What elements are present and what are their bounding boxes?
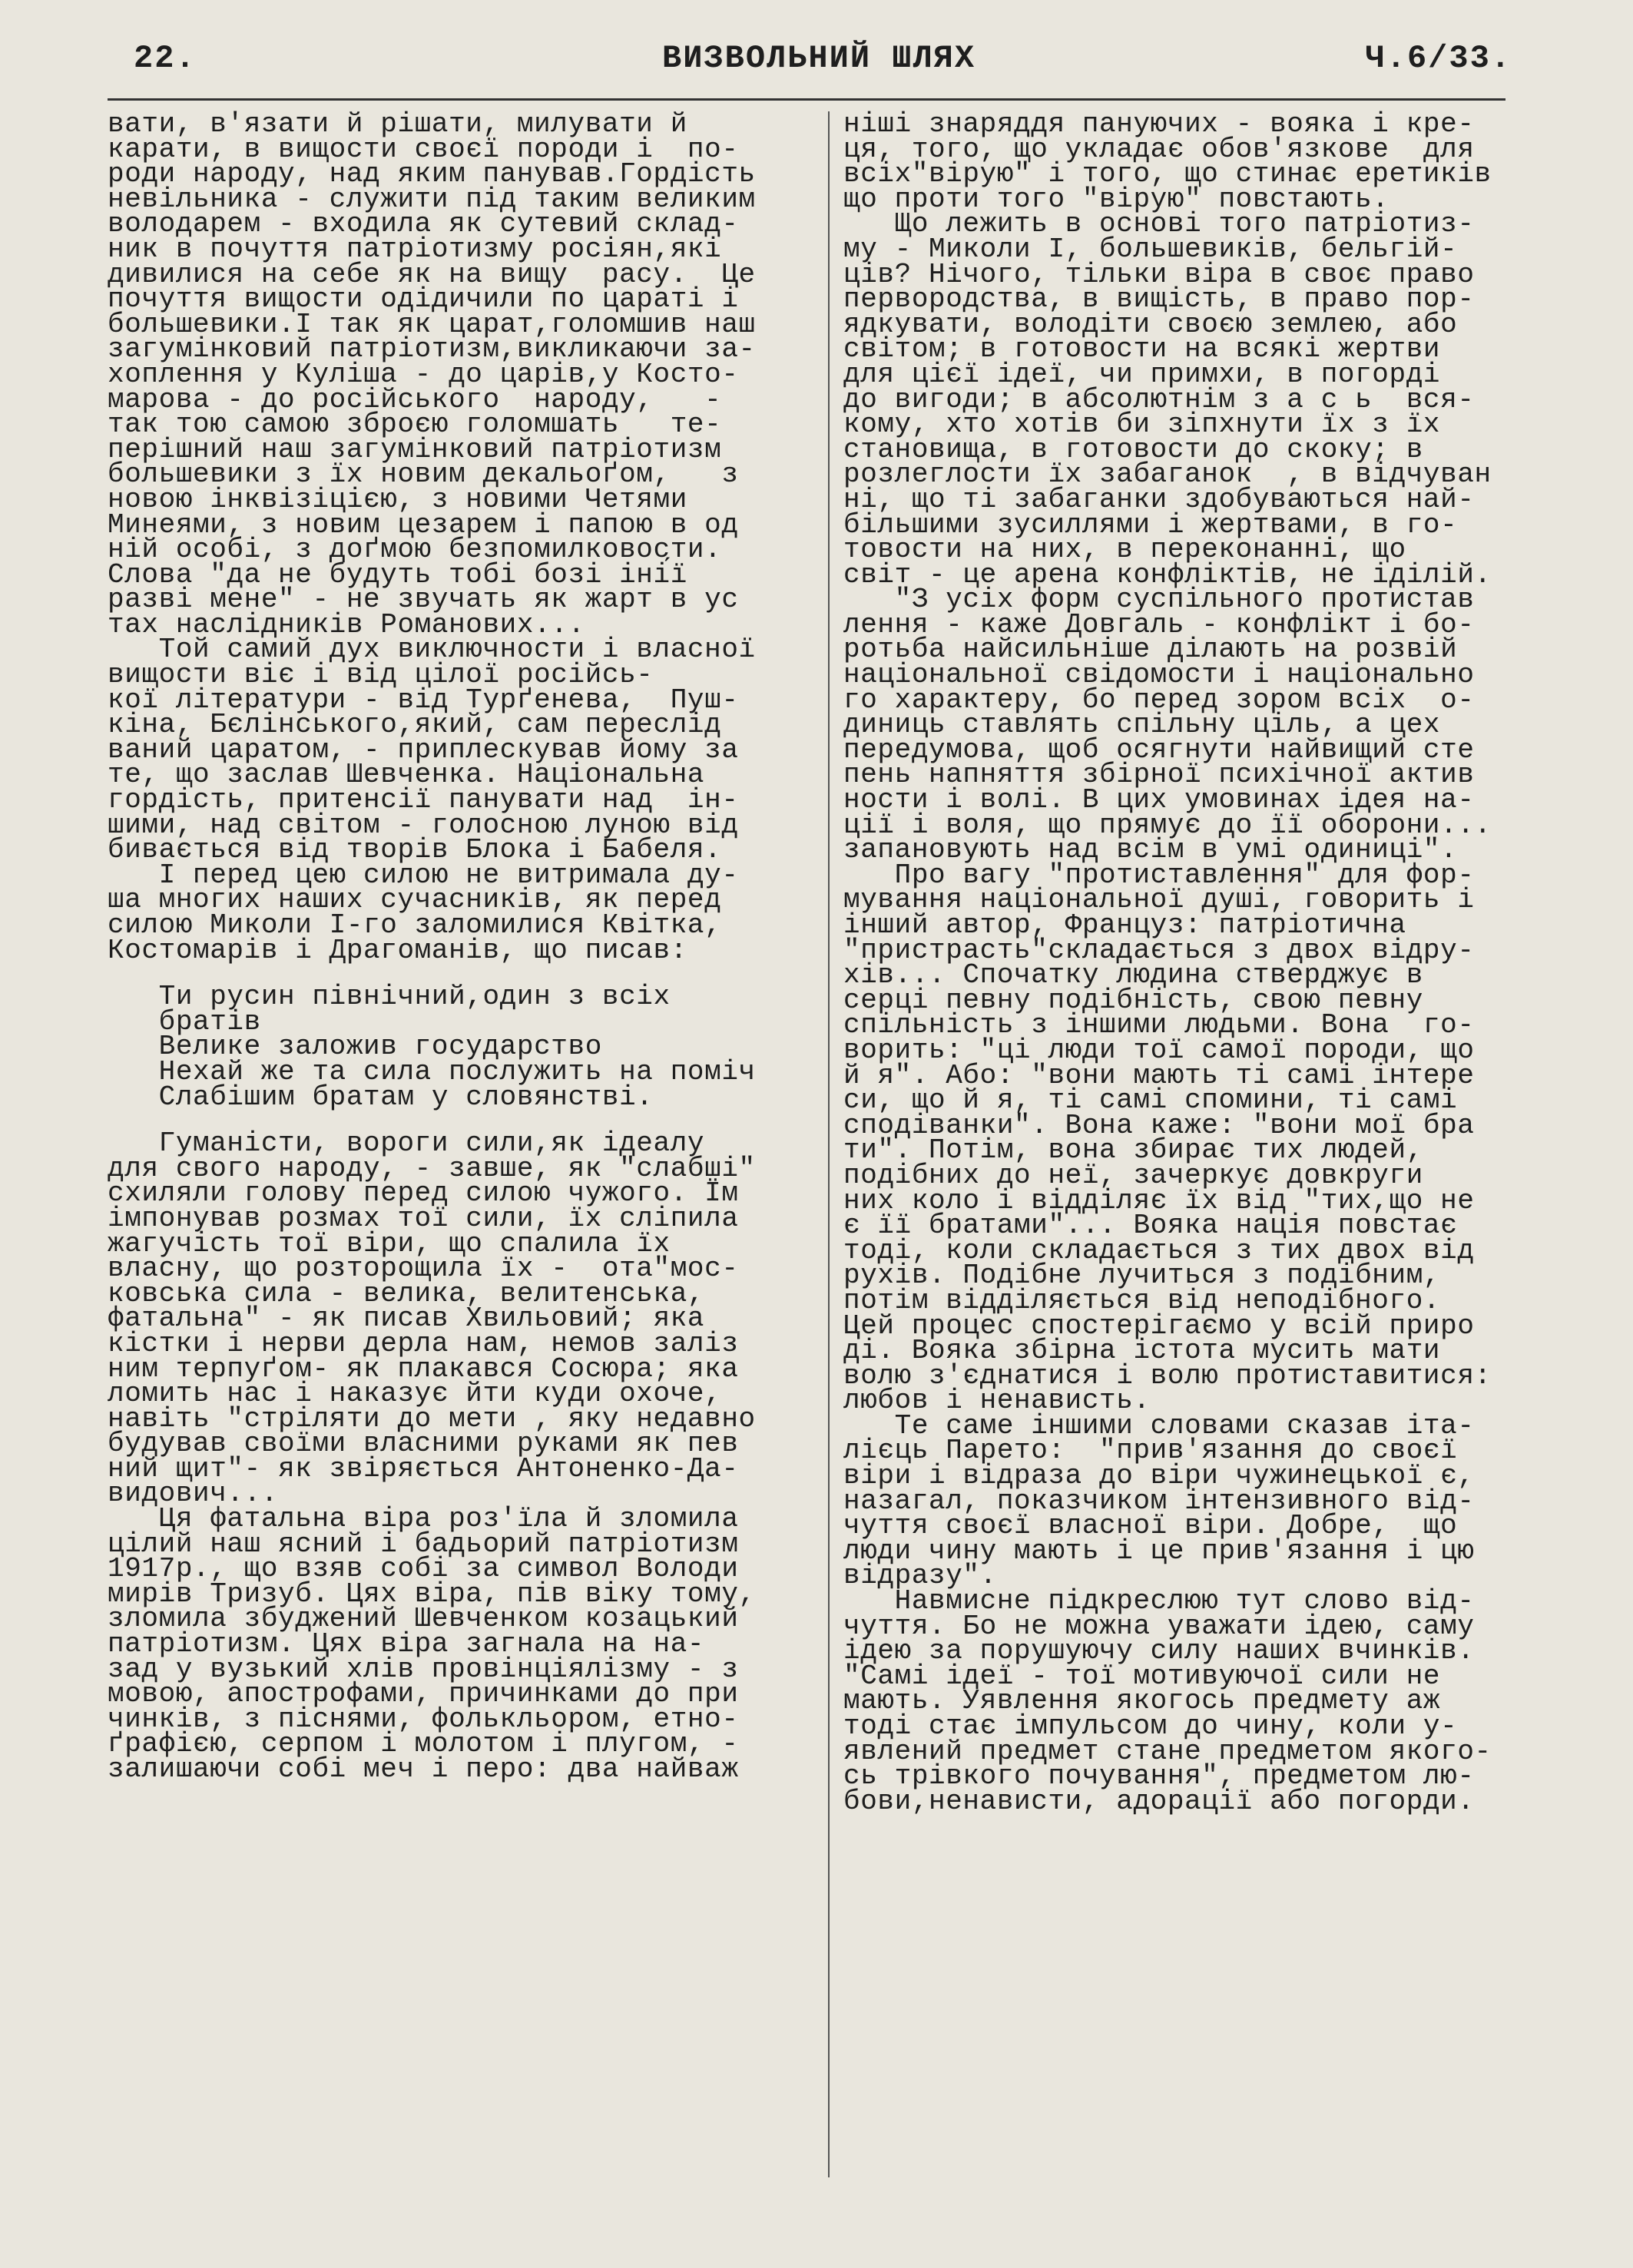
text-line: карати, в вищости своєї породи і по- xyxy=(108,133,739,165)
text-line: лієць Парето: "прив'язання до своєї xyxy=(843,1435,1458,1467)
text-line: диниць ставлять спільну ціль, а цех xyxy=(843,709,1441,741)
text-line: Цей процес спостерігаємо у всій приро xyxy=(843,1309,1475,1342)
text-line: так тою самою зброєю голомшать те- xyxy=(108,409,722,441)
text-line: го характеру, бо перед зором всіх о- xyxy=(843,684,1475,716)
text-line: чинків, з піснями, фолькльором, етно- xyxy=(108,1703,739,1735)
text-line: дивилися на себе як на вищу расу. Це xyxy=(108,258,756,290)
text-line: ній особі, з доґмою безпомилковости. xyxy=(108,534,722,566)
text-line: сь трівкого почування", предметом лю- xyxy=(843,1760,1475,1793)
text-line: 1917р., що взяв собі за символ Володи xyxy=(108,1553,739,1585)
text-line: товости на них, в переконанні, що xyxy=(843,534,1406,566)
text-line: "Самі ідеї - тої мотивуючої сили не xyxy=(843,1660,1441,1692)
text-line: до вигоди; в абсолютнім з а с ь вся- xyxy=(843,383,1475,416)
text-line: Гуманісти, вороги сили,як ідеалу xyxy=(108,1127,705,1160)
page-number: 22. xyxy=(134,40,197,77)
text-line: сподіванки". Вона каже: "вони мої бра xyxy=(843,1109,1475,1141)
text-line: ні, що ті забаганки здобуваються най- xyxy=(843,483,1475,515)
text-line: є її братами"... Вояка нація повстає xyxy=(843,1210,1458,1242)
text-line: большевики з їх новим декальоґом, з xyxy=(108,459,739,491)
text-line: для свого народу, - завше, як "слабші" xyxy=(108,1152,756,1184)
text-line: світ - це арена конфліктів, не іділій. xyxy=(843,558,1492,591)
running-header xyxy=(131,40,1513,86)
text-line: мирів Тризуб. Цях віра, пів віку тому, xyxy=(108,1578,756,1610)
text-line: І перед цею силою не витримала ду- xyxy=(108,859,739,891)
text-line: те, що заслав Шевченка. Національна xyxy=(108,759,705,791)
text-line: си, що й я, ті самі спомини, ті самі xyxy=(843,1084,1458,1117)
text-line: кої літератури - від Турґенева, Пуш- xyxy=(108,684,739,716)
text-line: будував своїми власними руками як пев xyxy=(108,1428,739,1460)
text-line: му - Миколи І, большевиків, бельгій- xyxy=(843,233,1458,265)
text-line: Що лежить в основі того патріотиз- xyxy=(843,208,1475,240)
text-line: Велике заложив государство xyxy=(108,1031,602,1063)
text-line: ности і волі. В цих умовинах ідея на- xyxy=(843,784,1475,816)
text-line: ґрафією, серпом і молотом і плугом, - xyxy=(108,1728,739,1760)
text-line: ців? Нічого, тільки віра в своє право xyxy=(843,258,1475,290)
text-line: запановують над всім в умі одиниці". xyxy=(843,834,1458,866)
text-line: роди народу, над яким панував.Гордість xyxy=(108,158,756,190)
text-line: ротьба найсильніше ділають на розвій xyxy=(843,634,1458,666)
text-line: волю з'єднатися і волю протиставитися: xyxy=(843,1359,1492,1392)
text-line: ти". Потім, вона збирає тих людей, xyxy=(843,1134,1423,1167)
text-line: силою Миколи І-го заломилися Квітка, xyxy=(108,909,722,941)
text-line: Ти русин північний,один з всіх xyxy=(108,981,671,1013)
text-line: Про вагу "протиставлення" для фор- xyxy=(843,859,1475,891)
text-line: большевики.І так як царат,голомшив наш xyxy=(108,308,756,340)
text-line: ша многих наших сучасників, як перед xyxy=(108,884,722,916)
text-line: гордість, притенсії панувати над ін- xyxy=(108,784,739,816)
text-line: любов і ненависть. xyxy=(843,1385,1151,1417)
text-line: невільника - служити під таким великим xyxy=(108,183,756,215)
text-line: первородства, в вищість, в право пор- xyxy=(843,283,1475,316)
text-line: навіть "стріляти до мети , яку недавно xyxy=(108,1402,756,1435)
text-line: лення - каже Довгаль - конфлікт і бо- xyxy=(843,608,1475,641)
text-line: Костомарів і Драгоманів, що писав: xyxy=(108,934,687,966)
text-line: становища, в готовости до скоку; в xyxy=(843,433,1423,465)
text-line: розлеглости їх забаганок , в відчуван xyxy=(843,459,1492,491)
text-line: тах наслідників Романових... xyxy=(108,608,585,641)
text-line: ломить нас і наказує йти куди охоче, xyxy=(108,1378,722,1410)
text-line: бивається від творів Блока і Бабеля. xyxy=(108,834,722,866)
text-line: видович... xyxy=(108,1478,279,1510)
text-line: віри і відраза до віри чужинецької є, xyxy=(843,1460,1475,1492)
text-line: чуття своєї власної віри. Добре, що xyxy=(843,1510,1458,1542)
text-line: ця, того, що укладає обов'язкове для xyxy=(843,133,1475,165)
text-line: володарем - входила як сутевий склад- xyxy=(108,208,739,240)
text-line: Те саме іншими словами сказав іта- xyxy=(843,1409,1475,1442)
text-line: вати, в'язати й рішати, милувати й xyxy=(108,108,687,140)
text-line: ворить: "ці люди тої самої породи, що xyxy=(843,1034,1475,1066)
text-line: ядкувати, володіти своєю землею, або xyxy=(843,308,1458,340)
text-line: ник в почуття патріотизму росіян,які xyxy=(108,233,722,265)
text-line: й я". Або: "вони мають ті самі інтере xyxy=(843,1059,1475,1091)
text-line: жагучість тої віри, що спалила їх xyxy=(108,1227,671,1260)
header-rule xyxy=(108,98,1505,101)
text-line: перішний наш загумінковий патріотизм xyxy=(108,433,722,465)
text-line: Ця фатальна віра роз'їла й зломила xyxy=(108,1503,739,1535)
text-line: Слова "да не будуть тобі бозі іні́ї xyxy=(108,558,687,591)
text-line: власну, що розторощила їх - ота"мос- xyxy=(108,1253,739,1285)
text-line: зад у вузький хлів провінціялізму - з xyxy=(108,1653,739,1685)
text-line: Слабішим братам у словянстві. xyxy=(108,1081,654,1113)
text-line: разві мене" - не звучать як жарт в ус xyxy=(108,584,739,616)
text-line: відразу". xyxy=(843,1560,997,1592)
text-line: цілий наш ясний і бадьорий патріотизм xyxy=(108,1528,739,1560)
text-line: інший автор, Француз: патріотична xyxy=(843,909,1406,941)
text-line: Нехай же та сила послужить на поміч xyxy=(108,1055,756,1088)
text-line: них коло і відділяє їх від "тих,що не xyxy=(843,1184,1475,1217)
text-line: мування національної душі, говорить і xyxy=(843,884,1475,916)
left-column xyxy=(108,108,814,1785)
text-line: схиляли голову перед силою чужого. Їм xyxy=(108,1177,739,1210)
text-line: кіна, Бєлінського,який, сам переслід xyxy=(108,709,722,741)
journal-title: ВИЗВОЛЬНИЙ ШЛЯХ xyxy=(662,40,976,77)
text-line: "З усіх форм суспільного протистав xyxy=(843,584,1475,616)
text-line: тоді стає імпульсом до чину, коли у- xyxy=(843,1710,1458,1742)
text-line: шими, над світом - голосною луною від xyxy=(108,809,739,841)
text-line: залишаючи собі меч і перо: два найваж xyxy=(108,1753,739,1785)
text-line: почуття вищости одідичили по цараті і xyxy=(108,283,739,316)
text-line: Навмисне підкреслюю тут слово від- xyxy=(843,1585,1475,1617)
issue-number: Ч.6/33. xyxy=(1365,40,1512,77)
text-line: передумова, щоб осягнути найвищий сте xyxy=(843,733,1475,766)
text-line: явлений предмет стане предметом якого- xyxy=(843,1735,1492,1767)
text-line: імпонував розмах тої сили, їх сліпила xyxy=(108,1202,739,1234)
text-line: що проти того "вірую" повстають. xyxy=(843,183,1390,215)
text-line: кістки і нерви дерла нам, немов заліз xyxy=(108,1327,739,1359)
text-line: "пристрасть"складається з двох відру- xyxy=(843,934,1475,966)
text-line: ніші знаряддя пануючих - вояка і кре- xyxy=(843,108,1475,140)
text-line: ді. Вояка збірна істота мусить мати xyxy=(843,1335,1441,1367)
text-line: ідею за порушуючу силу наших вчинків. xyxy=(843,1635,1475,1667)
text-line: люди чину мають і це прив'язання і цю xyxy=(843,1535,1475,1567)
text-line: мають. Уявлення якогось предмету аж xyxy=(843,1685,1441,1717)
text-line: хоплення у Куліша - до царів,у Косто- xyxy=(108,358,739,390)
text-line: марова - до російського народу, - xyxy=(108,383,722,416)
text-line: рухів. Подібне лучиться з подібним, xyxy=(843,1260,1441,1292)
text-line: патріотизм. Цях віра загнала на на- xyxy=(108,1628,705,1660)
text-line: бови,ненависти, адорації або погорди. xyxy=(843,1785,1475,1817)
text-line: загумінковий патріотизм,викликаючи за- xyxy=(108,333,756,366)
text-line: Минеями, з новим цезарем і папою в од xyxy=(108,508,739,541)
text-line: світом; в готовости на всякі жертви xyxy=(843,333,1441,366)
text-line: хів... Спочатку людина стверджує в xyxy=(843,959,1423,992)
text-line: ковська сила - велика, велитенська, xyxy=(108,1277,705,1309)
text-line: кому, хто хотів би зіпхнути їх з їх xyxy=(843,409,1441,441)
text-line: тоді, коли складається з тих двох від xyxy=(843,1234,1475,1266)
text-line: для цієї ідеї, чи примхи, в погорді xyxy=(843,358,1441,390)
right-column xyxy=(843,108,1519,1817)
text-line: Той самий дух виключности і власної xyxy=(108,634,756,666)
text-line: фатальна" - як писав Хвильовий; яка xyxy=(108,1303,705,1335)
text-line: потім відділяється від неподібного. xyxy=(843,1284,1441,1316)
text-line: ним терпуґом- як плакався Сосюра; яка xyxy=(108,1353,739,1385)
text-line: мовою, апострофами, причинками до при xyxy=(108,1678,739,1710)
text-line: вищости віє і від цілої російсь- xyxy=(108,659,654,691)
text-line: братів xyxy=(108,1005,261,1038)
text-line: ції і воля, що прямує до її оборони... xyxy=(843,809,1492,841)
text-line: більшими зусиллями і жертвами, в го- xyxy=(843,508,1458,541)
column-divider xyxy=(828,111,830,2177)
text-line: чуття. Бо не можна уважати ідею, саму xyxy=(843,1610,1475,1642)
text-line: назагал, показчиком інтензивного від- xyxy=(843,1485,1475,1517)
text-line: зломила збуджений Шевченком козацький xyxy=(108,1603,739,1635)
text-line: новою інквізіцією, з новими Четями xyxy=(108,483,687,515)
text-line: спільність з іншими людьми. Вона го- xyxy=(843,1009,1475,1041)
text-line: ний щит"- як звіряється Антоненко-Да- xyxy=(108,1452,739,1485)
text-line: національної свідомости і національно xyxy=(843,659,1475,691)
text-line: пень напняття збірної психічної актив xyxy=(843,759,1475,791)
text-line: серці певну подібність, свою певну xyxy=(843,984,1423,1016)
text-line: подібних до неї, зачеркує довкруги xyxy=(843,1159,1423,1191)
text-line: ваний царатом, - приплескував йому за xyxy=(108,733,739,766)
text-line: всіх"вірую" і того, що стинає еретиків xyxy=(843,158,1492,190)
